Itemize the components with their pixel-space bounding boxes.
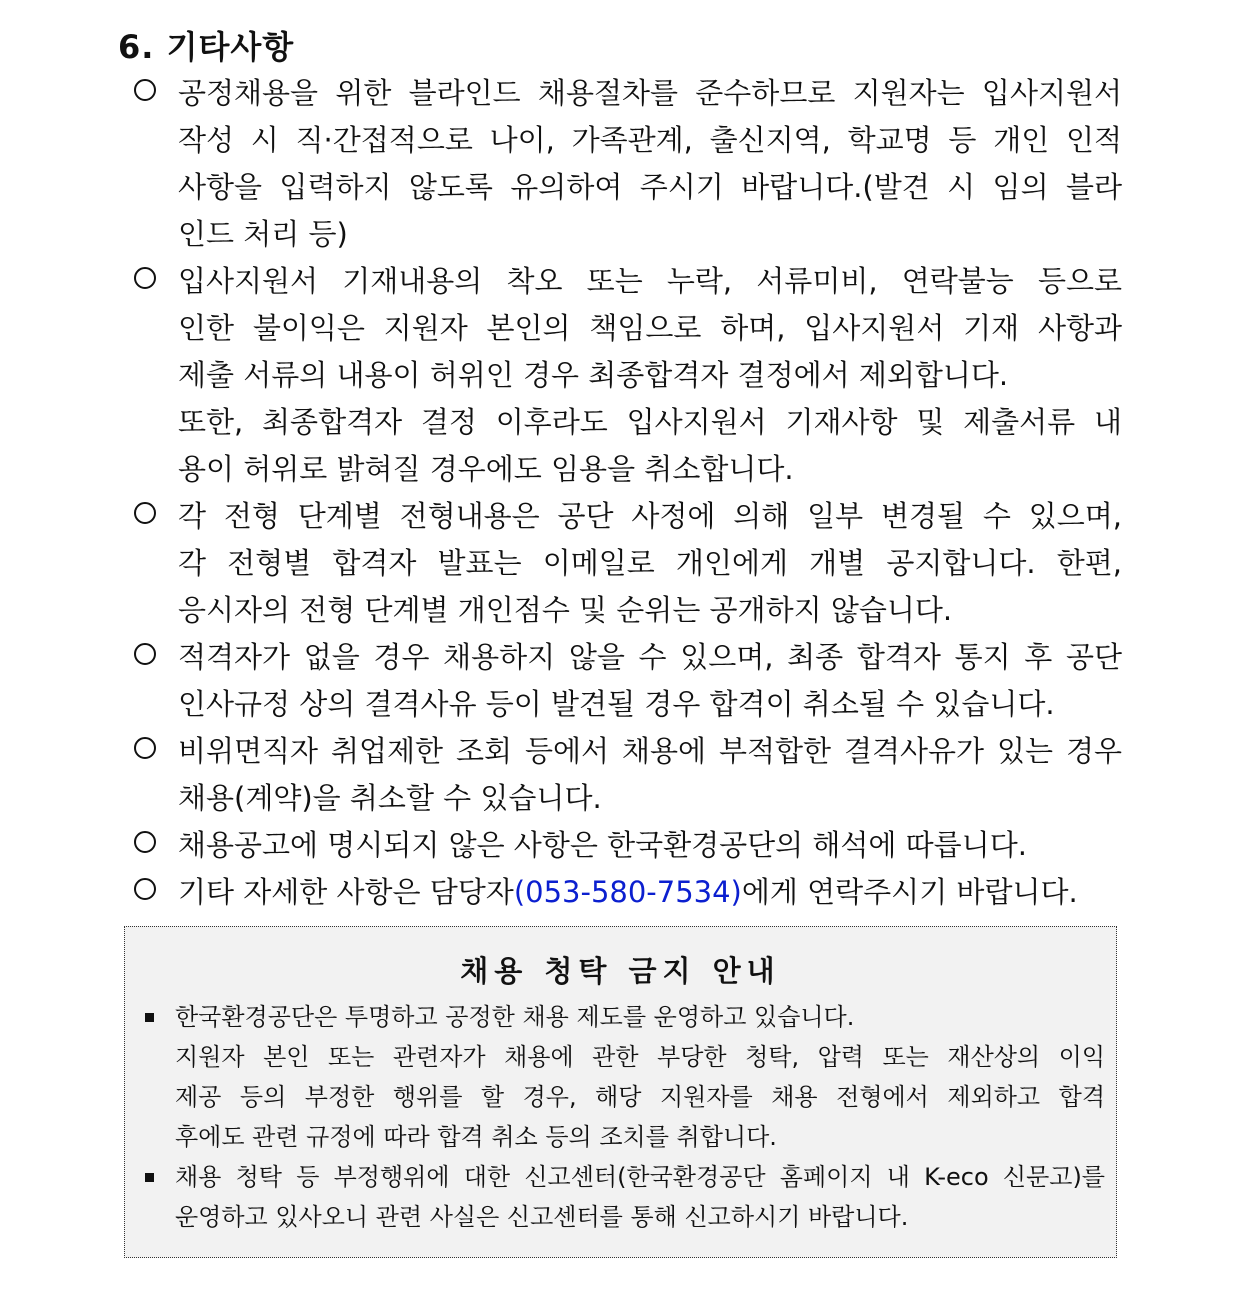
item-text <box>178 634 1122 728</box>
item-line: 또한, 최종합격자 결정 이후라도 입사지원서 기재사항 및 제출서류 내 <box>178 405 1122 439</box>
item-line: 각 전형 단계별 전형내용은 공단 사정에 의해 일부 변경될 수 있으며, <box>178 499 1122 533</box>
notice-line: 운영하고 있사오니 관련 사실은 신고센터를 통해 신고하시기 바랍니다. <box>175 1203 909 1231</box>
item-text <box>178 70 1122 258</box>
item-text <box>178 258 1122 493</box>
list-item <box>134 70 1122 258</box>
notice-list-item <box>143 1157 1105 1237</box>
section-title: 6. 기타사항 <box>118 28 295 66</box>
item-line: 작성 시 직·간접적으로 나이, 가족관계, 출신지역, 학교명 등 개인 인적 <box>178 123 1122 157</box>
circle-bullet-icon <box>134 267 156 289</box>
item-line: 비위면직자 취업제한 조회 등에서 채용에 부적합한 결격사유가 있는 경우 <box>178 734 1122 768</box>
item-line: 각 전형별 합격자 발표는 이메일로 개인에게 개별 공지합니다. 한편, <box>178 546 1122 580</box>
item-line: 사항을 입력하지 않도록 유의하여 주시기 바랍니다.(발견 시 임의 블라 <box>178 170 1122 204</box>
circle-bullet-icon <box>134 79 156 101</box>
list-item <box>134 493 1122 634</box>
list-item <box>134 869 1122 916</box>
square-bullet-icon <box>145 1013 154 1022</box>
item-line: 적격자가 없을 경우 채용하지 않을 수 있으며, 최종 합격자 통지 후 공단 <box>178 640 1122 674</box>
contact-text-after: 에게 연락주시기 바랍니다. <box>741 875 1078 909</box>
item-line: 채용(계약)을 취소할 수 있습니다. <box>178 781 602 815</box>
circle-bullet-icon <box>134 737 156 759</box>
circle-bullet-icon <box>134 878 156 900</box>
item-line: 공정채용을 위한 블라인드 채용절차를 준수하므로 지원자는 입사지원서 <box>178 76 1122 110</box>
square-bullet-icon <box>145 1173 154 1182</box>
notice-line: 지원자 본인 또는 관련자가 채용에 관한 부당한 청탁, 압력 또는 재산상의 이익 <box>175 1043 1105 1071</box>
contact-phone-number: (053-580-7534) <box>513 875 742 909</box>
item-line: 인드 처리 등) <box>178 217 348 251</box>
notice-list <box>143 997 1105 1237</box>
recruitment-solicitation-notice-box <box>124 926 1117 1258</box>
notice-title: 채용 청탁 금지 안내 <box>460 954 781 988</box>
notice-line: 후에도 관련 규정에 따라 합격 취소 등의 조치를 취합니다. <box>175 1123 777 1151</box>
item-text <box>178 728 1122 822</box>
list-item <box>134 822 1122 869</box>
item-line: 채용공고에 명시되지 않은 사항은 한국환경공단의 해석에 따릅니다. <box>178 828 1027 862</box>
contact-text-before: 기타 자세한 사항은 담당자 <box>178 875 514 909</box>
item-line: 제출 서류의 내용이 허위인 경우 최종합격자 결정에서 제외합니다. <box>178 358 1009 392</box>
circle-bullet-icon <box>134 831 156 853</box>
contact-line <box>178 869 1122 916</box>
list-item <box>134 728 1122 822</box>
circle-bullet-icon <box>134 502 156 524</box>
notice-line: 채용 청탁 등 부정행위에 대한 신고센터(한국환경공단 홈페이지 내 K-eco 신문고)를 <box>175 1163 1105 1191</box>
notice-line: 한국환경공단은 투명하고 공정한 채용 제도를 운영하고 있습니다. <box>175 1003 855 1031</box>
circle-bullet-icon <box>134 643 156 665</box>
item-text <box>178 493 1122 634</box>
list-item <box>134 258 1122 493</box>
item-text <box>178 822 1122 869</box>
list-item <box>134 634 1122 728</box>
item-line: 입사지원서 기재내용의 착오 또는 누락, 서류미비, 연락불능 등으로 <box>178 264 1122 298</box>
notice-items-list <box>134 70 1122 916</box>
item-line: 응시자의 전형 단계별 개인점수 및 순위는 공개하지 않습니다. <box>178 593 953 627</box>
item-line: 인사규정 상의 결격사유 등이 발견될 경우 합격이 취소될 수 있습니다. <box>178 687 1055 721</box>
item-line: 인한 불이익은 지원자 본인의 책임으로 하며, 입사지원서 기재 사항과 <box>178 311 1122 345</box>
notice-list-item <box>143 997 1105 1157</box>
notice-line: 제공 등의 부정한 행위를 할 경우, 해당 지원자를 채용 전형에서 제외하고 합격 <box>175 1083 1105 1111</box>
item-line: 용이 허위로 밝혀질 경우에도 임용을 취소합니다. <box>178 452 794 486</box>
item-text <box>178 869 1122 916</box>
